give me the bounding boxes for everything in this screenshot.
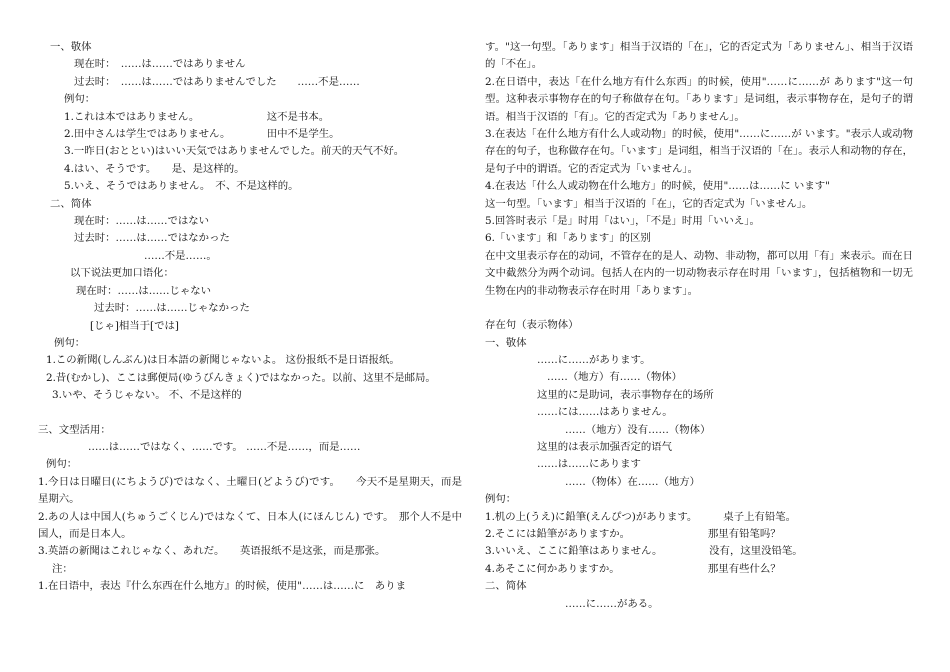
text-line: 这里的に是助词，表示事物存在的场所 <box>537 388 714 401</box>
text-line: す。"这一句型。「あります」相当于汉语的「在」，它的否定式为「ありません」、相当于汉语的「不在」。 <box>485 41 913 71</box>
text-line: 以下说法更加口语化： <box>70 267 174 280</box>
text-line: 现在时： ……は……ではありません <box>74 58 246 71</box>
text-line: ……は……にあります <box>537 458 641 471</box>
text-line: 2.在日语中，表达「在什么地方有什么东西」的时候，使用"……に……が あります"这一句型。这种表示事物存在的句子称做存在句。「あります」是词组，表示事物存在，是句子的谓语。相当于汉语的「有」。它的否定式为「ありません」。 <box>485 75 913 123</box>
left-column <box>38 39 462 596</box>
text-line: 现在时：……は……ではない <box>74 215 210 228</box>
text-line: 3.いいえ、ここに鉛筆はありません。 没有，这里没铅笔。 <box>485 545 803 558</box>
text-line: 4.はい、そうです。 是、是这样的。 <box>64 162 245 175</box>
text-line: ……不是……。 <box>144 249 217 262</box>
text-line: 过去时：……は……じゃなかった <box>94 302 250 315</box>
text-line: 一、敬体 <box>50 41 92 53</box>
text-line: 现在时：……は……じゃない <box>76 284 212 297</box>
text-line: 1.今日は日曜日(にちようび)ではなく、土曜日(どようび)です。 今天不是星期天，而是星期六。 <box>38 475 462 506</box>
text-line: 例句： <box>485 493 517 506</box>
text-line: 过去时：……は……ではなかった <box>74 232 230 245</box>
text-line: ……（地方）有……（物体） <box>547 371 683 384</box>
text-line: 存在句（表示物体） <box>485 319 579 332</box>
text-line: 一、敬体 <box>485 336 527 349</box>
text-line: 4.在表达「什么人或动物在什么地方」的时候，使用"……は……に います" <box>485 180 830 193</box>
text-line: 过去时： ……は……ではありませんでした ……不是…… <box>74 75 360 88</box>
text-line: 5.回答时表示「是」时用「はい」，「不是」时用「いいえ」。 <box>485 215 760 228</box>
text-line: ……（地方）没有……（物体） <box>565 423 711 436</box>
text-line: 6.「います」和「あります」的区别 <box>485 232 651 245</box>
text-line: 2.田中さんは学生ではありません。 田中不是学生。 <box>64 128 340 141</box>
text-line: 三、文型活用： <box>38 423 111 436</box>
text-line: 这一句型。「います」相当于汉语的「在」，它的否定式为「いません」。 <box>485 197 813 210</box>
text-line: 在中文里表示存在的动词，不管存在的是人、动物、非动物，都可以用「有」来表示。而在日文中截然分为两个动词。包括人在内的一切动物表示存在时用「います」，包括植物和一切无生物在内的非动物表示存在时用「あります」。 <box>485 249 913 297</box>
text-line: 这里的は表示加强否定的语气 <box>537 440 673 453</box>
text-line: ……は……ではなく、……です。 ……不是……，而是…… <box>88 440 361 453</box>
text-line: 二、简体 <box>485 580 527 593</box>
text-line: 1.在日语中，表达『什么东西在什么地方』的时候，使用"……は……に ありま <box>38 580 406 593</box>
text-line: 3.一昨日(おととい)はいい天気ではありませんでした。前天的天气不好。 <box>64 145 405 158</box>
blank-line <box>485 300 913 317</box>
text-line: 二、简体 <box>50 197 92 210</box>
text-line: 2.昔(むかし)、ここは郵便局(ゆうびんきょく)ではなかった。以前、这里不是邮局。 <box>46 371 436 384</box>
text-line: 1.この新聞(しんぶん)は日本語の新聞じゃないよ。 这份报纸不是日语报纸。 <box>46 354 400 367</box>
text-line: 1.これは本ではありません。 这不是书本。 <box>64 110 330 123</box>
text-line: 注： <box>52 562 73 575</box>
text-line: 3.英語の新聞はこれじゃなく、あれだ。 英语报纸不是这张，而是那张。 <box>38 545 386 558</box>
text-line: 3.いや、そうじゃない。 不、不是这样的 <box>52 389 242 402</box>
text-line: 2.そこには鉛筆がありますか。 那里有铅笔吗？ <box>485 527 781 540</box>
right-column <box>485 39 913 613</box>
text-line: 2.あの人は中国人(ちゅうごくじん)ではなくて、日本人(にほんじん) です。 那个人不是中国人，而是日本人。 <box>38 510 462 540</box>
text-line: 5.いえ、そうではありません。 不、不是这样的。 <box>64 180 299 193</box>
text-line: 1.机の上(うえ)に鉛筆(えんぴつ)があります。 桌子上有铅笔。 <box>485 510 797 523</box>
text-line: 例句： <box>46 458 78 471</box>
blank-line <box>38 405 462 422</box>
text-line: ……（物体）在……（地方） <box>565 475 701 488</box>
text-line: 3.在表达「在什么地方有什么人或动物」的时候，使用"……に……が います。"表示人或动物存在的句子，也称做存在句。「います」是词组，相当于汉语的「在」。表示人和动物的存在，是句子中的谓语。它的否定式为「いません」。 <box>485 128 913 175</box>
text-line: [じゃ]相当于[では] <box>90 319 179 332</box>
text-line: 例句： <box>64 93 96 106</box>
text-line: ……に……がある。 <box>565 597 659 610</box>
text-line: 4.あそこに何かありますか。 那里有些什么？ <box>485 562 781 575</box>
text-line: ……に……があります。 <box>537 353 651 366</box>
text-line: ……には……はありません。 <box>537 406 673 419</box>
text-line: 例句： <box>54 336 86 349</box>
